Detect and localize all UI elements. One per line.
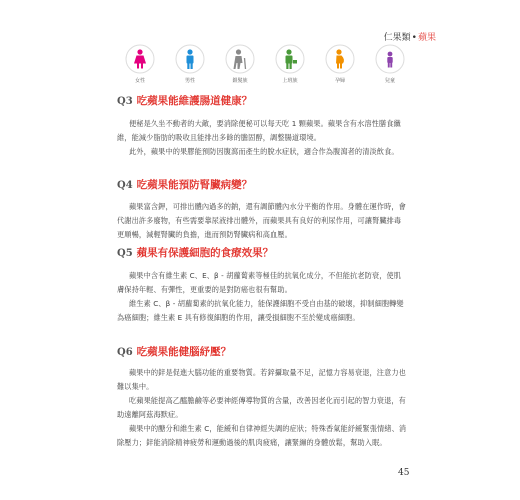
audience-label: 兒童	[384, 78, 395, 84]
office-worker-icon	[275, 44, 305, 74]
audience-label: 銀髮族	[232, 78, 248, 84]
audience-icon-row	[118, 44, 418, 84]
elderly-icon	[225, 44, 255, 74]
header-topic: 蘋果	[417, 33, 436, 43]
audience-item-female	[118, 44, 162, 84]
audience-item-male	[168, 44, 212, 84]
audience-item-elderly	[218, 44, 262, 84]
question-text: 吃蘋果能健腦紓壓？	[136, 346, 232, 358]
question-heading	[117, 93, 407, 108]
audience-item-pregnant	[318, 44, 362, 84]
audience-label: 孕婦	[334, 78, 345, 84]
question-number: Q5	[117, 248, 133, 259]
answer-paragraph: 此外，蘋果中的果膠能預防因腹瀉而產生的脫水症狀，適合作為腹瀉者的清淡飲食。	[129, 147, 399, 156]
question-text: 吃蘋果能維護腸道健康？	[136, 95, 253, 107]
question-number: Q3	[117, 96, 133, 107]
audience-item-office-worker	[268, 44, 312, 84]
audience-label: 上班族	[282, 78, 298, 84]
question-number: Q4	[117, 180, 133, 191]
answer-body	[117, 366, 407, 450]
question-heading	[117, 245, 407, 260]
header-separator: •	[411, 33, 417, 43]
question-text: 蘋果有保護細胞的食療效果？	[136, 247, 274, 259]
answer-paragraph: 吃蘋果能提高乙醯膽鹼等必要神經傳導物質的含量，改善因老化而引起的智力衰退，有助遠離阿茲海默症。	[117, 396, 406, 419]
answer-paragraph: 便秘是久坐不動者的大敵，要消除便秘可以每天吃 1 顆蘋果。蘋果含有水溶性膳食纖維，能減少脂肪的吸收且能排出多餘的膽固醇，調整腸道環境。	[117, 119, 401, 142]
answer-paragraph: 維生素 C、β - 胡蘿蔔素的抗氧化能力，能保護細胞不受自由基的破壞，抑制細胞轉變為癌細胞；維生素 E 具有修復細胞的作用，讓受損細胞不至於變成癌細胞。	[117, 299, 404, 322]
answer-body	[117, 269, 407, 325]
header-section: 仁果類	[383, 33, 411, 43]
question-heading	[117, 344, 407, 359]
question-text: 吃蘋果能預防腎臟病變？	[136, 179, 253, 191]
qa-section-q5	[117, 245, 407, 325]
audience-item-child	[368, 44, 412, 84]
male-icon	[175, 44, 205, 74]
female-icon	[125, 44, 155, 74]
pregnant-icon	[325, 44, 355, 74]
answer-paragraph: 蘋果中的鋅是促進大腦功能的重要物質。若鋅攝取量不足，記憶力容易衰退，注意力也難以集中。	[117, 368, 406, 391]
page-number: 45	[398, 468, 410, 478]
audience-label: 女性	[134, 78, 145, 84]
qa-section-q3	[117, 93, 407, 159]
answer-paragraph: 蘋果富含鉀，可排出體內過多的鈉，還有調節體內水分平衡的作用。身體在運作時，會代謝出許多廢物，有些需要靠尿液排出體外，而蘋果具有良好的利尿作用，可讓腎臟排毒更順暢，減輕腎臟的負擔，進而預防腎臟病和高血壓。	[117, 202, 406, 239]
answer-body	[117, 117, 407, 159]
answer-body	[117, 200, 407, 242]
answer-paragraph: 蘋果中含有維生素 C、E、β - 胡蘿蔔素等極佳的抗氧化成分，不但能抗老防衰，使肌膚保持年輕、有彈性，更重要的是對防癌也很有幫助。	[117, 271, 402, 294]
question-heading	[117, 177, 407, 192]
question-number: Q6	[117, 347, 133, 358]
answer-paragraph: 蘋果中的醣分和維生素 C，能緩和自律神經失調的症狀；特殊香氣能紓緩緊張情緒、消除壓力；鋅能消除精神疲勞和運動過後的肌肉疲痛，讓緊繃的身體放鬆，幫助入眠。	[117, 424, 407, 447]
running-header	[384, 30, 436, 43]
qa-section-q6	[117, 344, 407, 450]
qa-section-q4	[117, 177, 407, 242]
child-icon	[375, 44, 405, 74]
audience-label: 男性	[184, 78, 195, 84]
